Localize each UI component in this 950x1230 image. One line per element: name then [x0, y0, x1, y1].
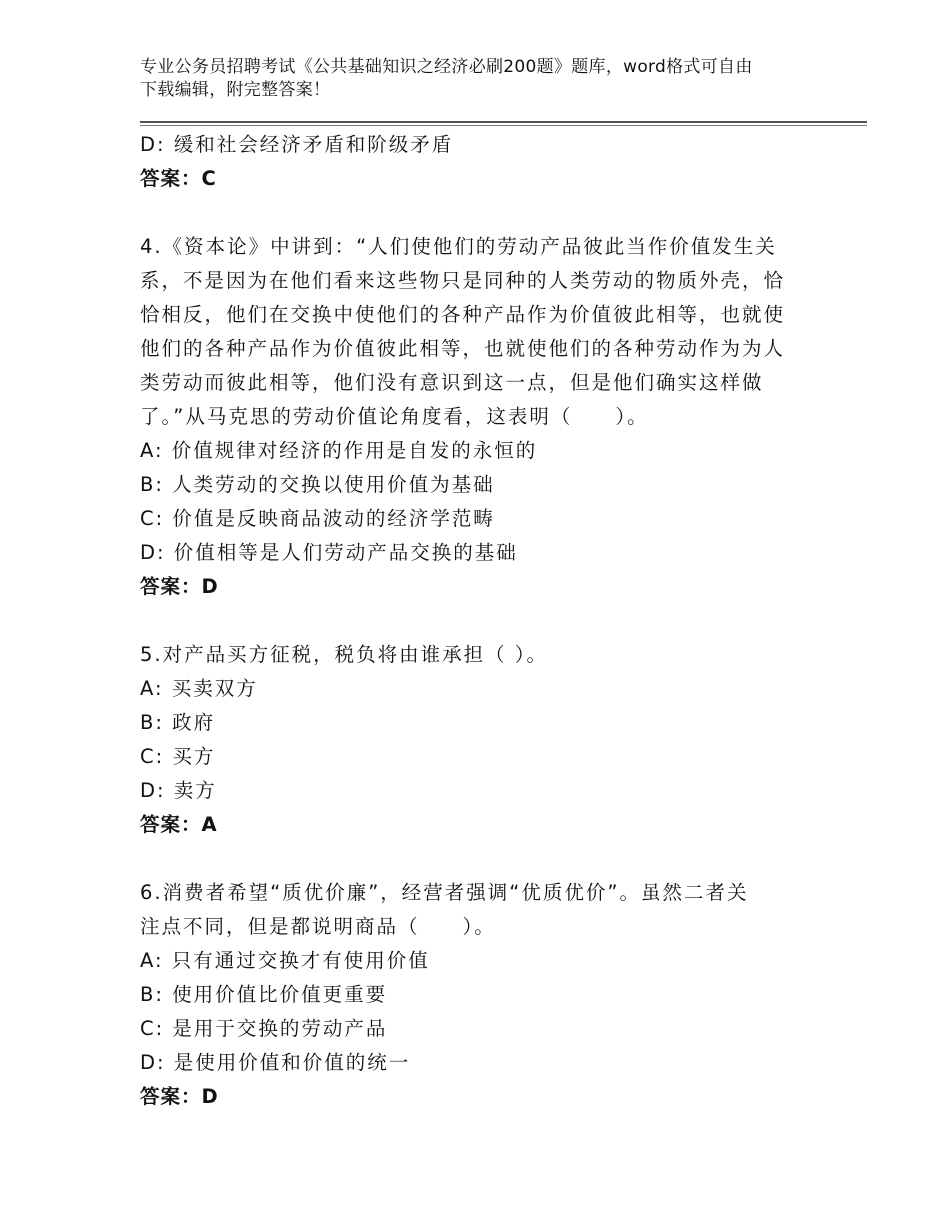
header-divider-thin [140, 125, 867, 126]
question-text-line: 6.消费者希望“质优价廉”，经营者强调“优质优价”。虽然二者关 [140, 881, 749, 904]
answer: 答案：D [140, 575, 219, 598]
question-text-line: 他们的各种产品作为价值彼此相等，也就使他们的各种劳动作为为人 [140, 337, 786, 360]
question-text-line: 了。”从马克思的劳动价值论角度看，这表明（ ）。 [140, 405, 649, 428]
option-b: B: 使用价值比价值更重要 [140, 983, 388, 1006]
option-c: C: 价值是反映商品波动的经济学范畴 [140, 507, 495, 530]
option-a: A: 价值规律对经济的作用是自发的永恒的 [140, 439, 538, 462]
header-line-1: 专业公务员招聘考试《公共基础知识之经济必刷200题》题库，word格式可自由 [140, 57, 753, 77]
option-a: A: 买卖双方 [140, 677, 258, 700]
spacer [140, 842, 800, 876]
question-4 [140, 230, 800, 604]
option-b: B: 人类劳动的交换以使用价值为基础 [140, 473, 495, 496]
question-content [140, 128, 800, 1114]
option-c: C: 买方 [140, 745, 216, 768]
question-text-line: 恰相反，他们在交换中使他们的各种产品作为价值彼此相等，也就使 [140, 303, 786, 326]
question-3 [140, 128, 800, 196]
header-divider-thick [140, 121, 867, 123]
header-line-2: 下载编辑，附完整答案！ [140, 80, 331, 100]
option-c: C: 是用于交换的劳动产品 [140, 1017, 388, 1040]
question-text-line: 类劳动而彼此相等，他们没有意识到这一点，但是他们确实这样做 [140, 371, 764, 394]
option-a: A: 只有通过交换才有使用价值 [140, 949, 430, 972]
answer: 答案：C [140, 167, 217, 190]
option-d: D: 缓和社会经济矛盾和阶级矛盾 [140, 133, 454, 156]
spacer [140, 196, 800, 230]
page-header [140, 56, 820, 102]
question-text-line: 注点不同，但是都说明商品（ ）。 [140, 915, 496, 938]
option-d: D: 是使用价值和价值的统一 [140, 1051, 411, 1074]
question-text-line: 4.《资本论》中讲到：“人们使他们的劳动产品彼此当作价值发生关 [140, 235, 777, 258]
spacer [140, 604, 800, 638]
option-d: D: 卖方 [140, 779, 217, 802]
question-text-line: 系，不是因为在他们看来这些物只是同种的人类劳动的物质外壳，恰 [140, 269, 786, 292]
question-text-line: 5.对产品买方征税，税负将由谁承担（ ）。 [140, 643, 549, 666]
answer: 答案：A [140, 813, 218, 836]
question-5 [140, 638, 800, 842]
answer: 答案：D [140, 1085, 219, 1108]
question-6 [140, 876, 800, 1114]
option-b: B: 政府 [140, 711, 216, 734]
option-d: D: 价值相等是人们劳动产品交换的基础 [140, 541, 518, 564]
